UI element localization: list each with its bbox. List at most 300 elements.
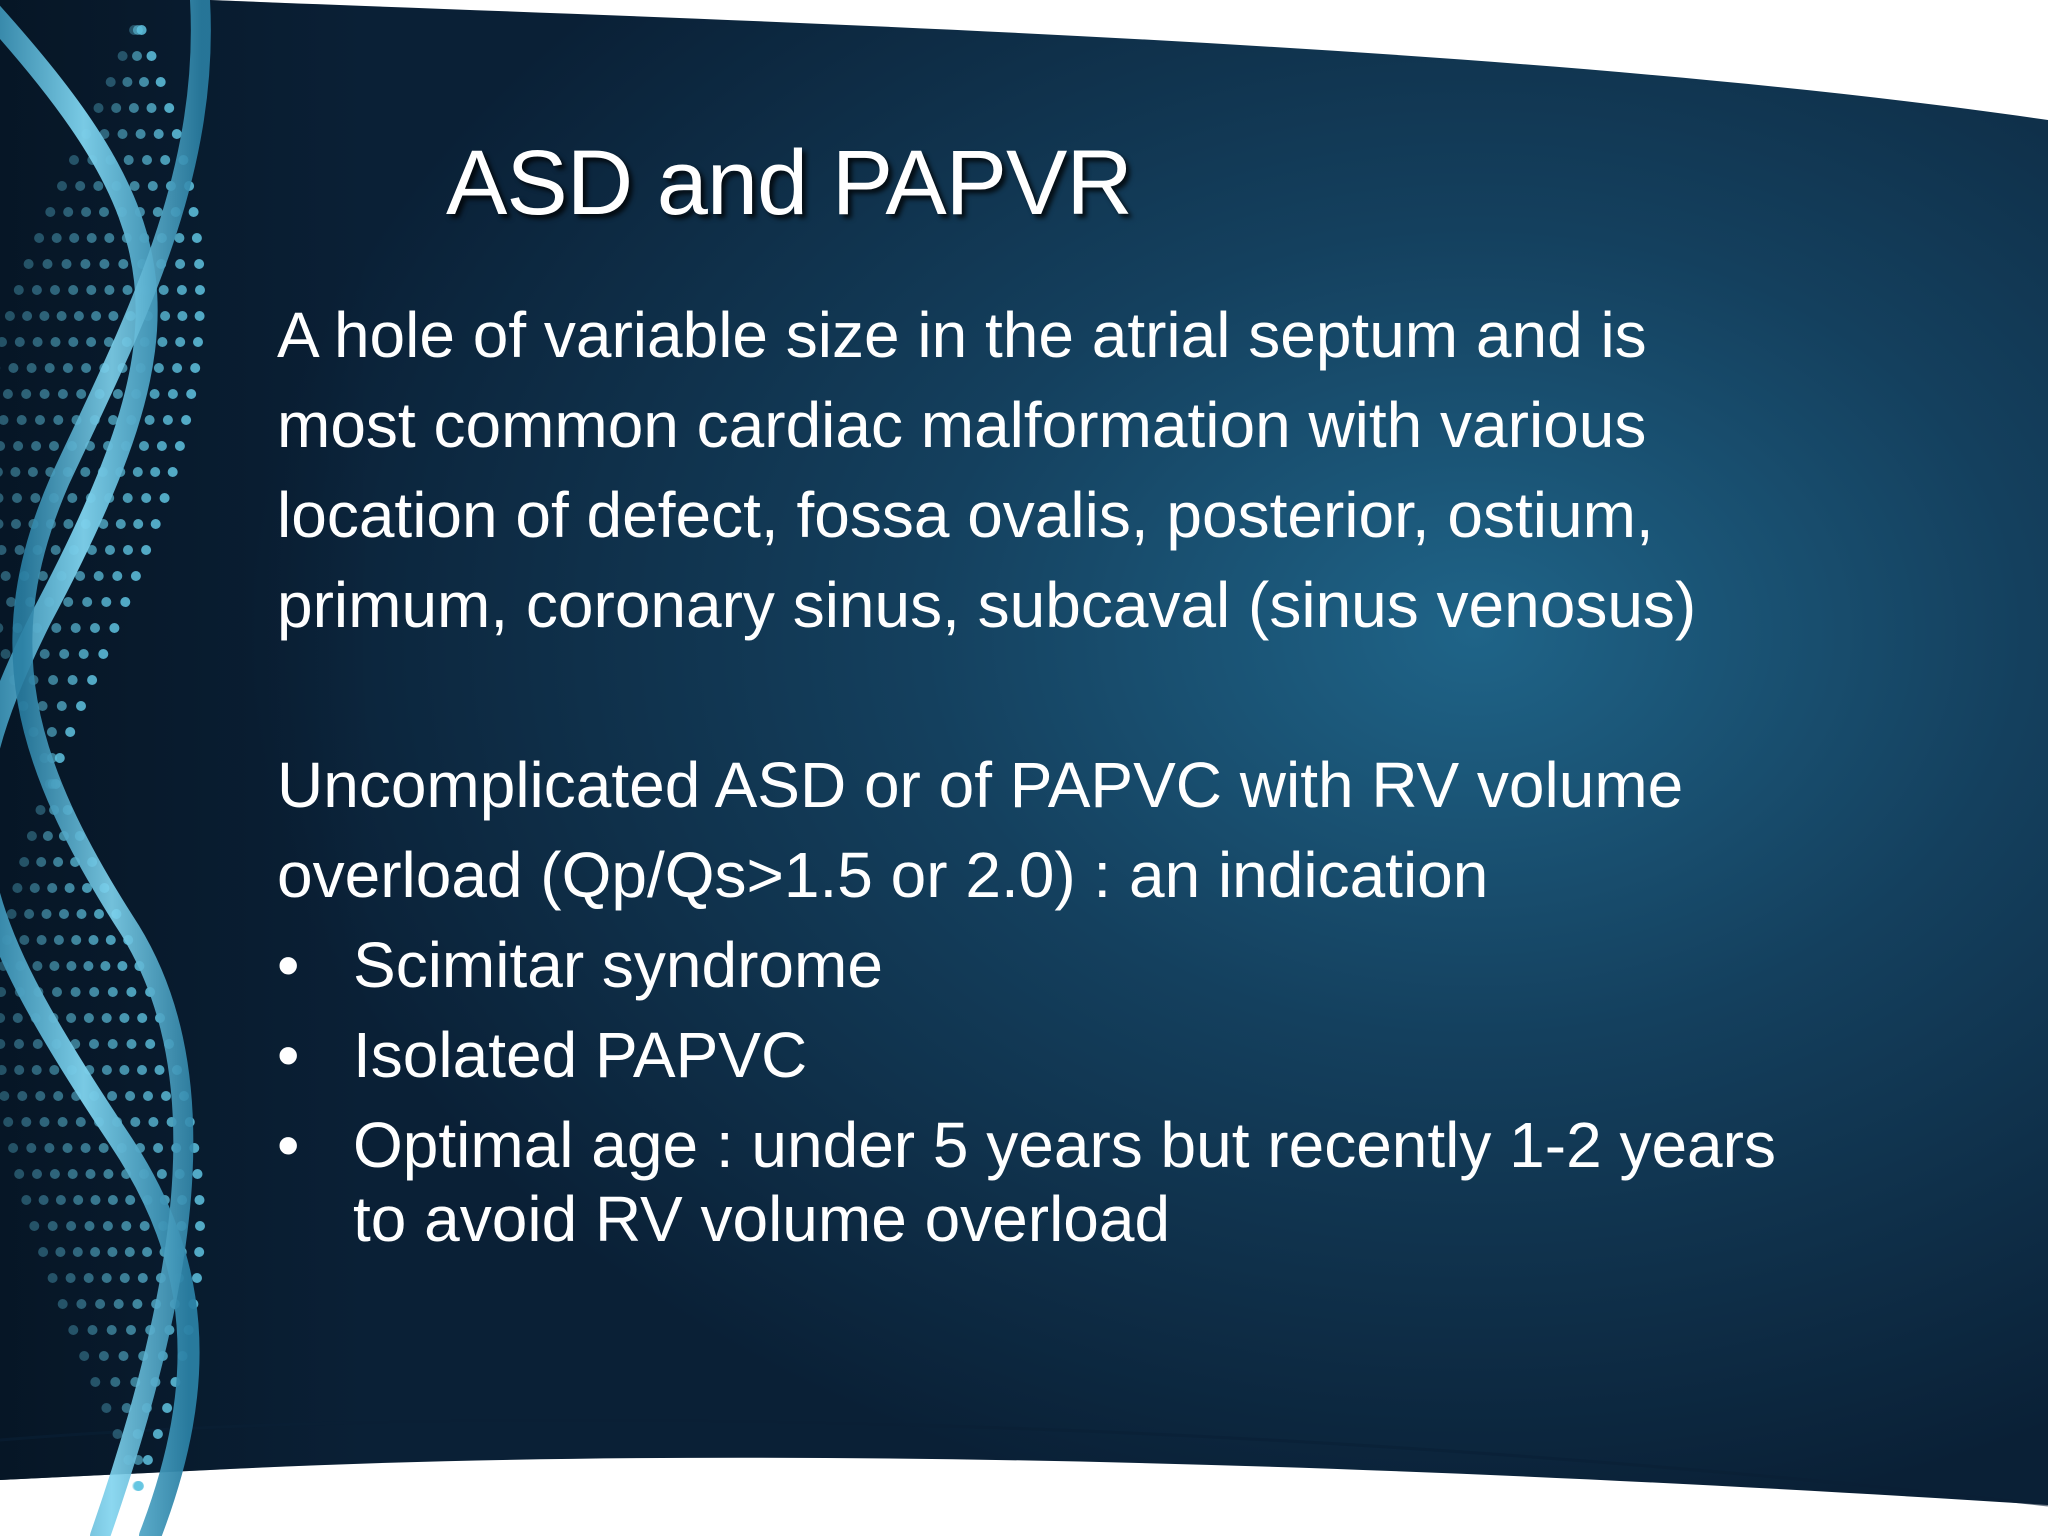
dna-bead: [145, 415, 155, 425]
dna-bead: [67, 493, 77, 503]
dna-bead: [113, 389, 123, 399]
dna-bead: [14, 1039, 24, 1049]
dna-bead: [108, 311, 118, 321]
dna-bead: [17, 1091, 27, 1101]
dna-bead: [69, 233, 79, 243]
dna-bead: [145, 1039, 155, 1049]
dna-bead: [168, 389, 178, 399]
dna-bead: [51, 623, 61, 633]
dna-bead: [0, 545, 7, 555]
dna-bead: [73, 1247, 83, 1257]
dna-bead: [93, 181, 103, 191]
dna-bead: [99, 1351, 109, 1361]
paragraph-indication: [277, 740, 1897, 920]
dna-bead: [162, 1403, 172, 1413]
bullet-text: Scimitar syndrome: [353, 929, 883, 1001]
bullet-icon: •: [277, 1109, 300, 1181]
dna-bead: [141, 545, 151, 555]
dna-bead: [113, 1429, 123, 1439]
dna-bead: [66, 961, 76, 971]
dna-bead: [14, 1169, 24, 1179]
dna-bead: [88, 1325, 98, 1335]
dna-bead: [0, 337, 7, 347]
bullet-text: to avoid RV volume overload: [353, 1183, 1171, 1255]
dna-bead: [15, 545, 25, 555]
dna-bead: [58, 389, 68, 399]
dna-bead: [30, 493, 40, 503]
dna-bead: [148, 181, 158, 191]
dna-bead: [186, 389, 196, 399]
dna-bead: [53, 857, 63, 867]
dna-bead: [114, 1299, 124, 1309]
dna-bead: [139, 77, 149, 87]
dna-bead: [104, 285, 114, 295]
dna-bead: [89, 987, 99, 997]
dna-bead: [108, 1039, 118, 1049]
dna-bead: [148, 1117, 158, 1127]
dna-bead: [35, 1091, 45, 1101]
dna-bead: [63, 1143, 73, 1153]
dna-bead: [85, 1221, 95, 1231]
dna-bead: [45, 207, 55, 217]
dna-bead: [29, 1221, 39, 1231]
dna-bead: [119, 1013, 129, 1023]
dna-bead: [157, 441, 167, 451]
dna-bead: [17, 415, 27, 425]
dna-bead: [103, 1169, 113, 1179]
paragraph-line: Uncomplicated ASD or of PAPVC with RV volume: [277, 749, 1684, 821]
dna-bead: [81, 207, 91, 217]
dna-bead: [56, 1195, 66, 1205]
dna-bead: [123, 493, 133, 503]
dna-bead: [142, 155, 152, 165]
dna-bead: [47, 883, 57, 893]
dna-bead: [105, 545, 115, 555]
dna-bead: [14, 285, 24, 295]
dna-bead: [53, 415, 63, 425]
dna-bead: [147, 103, 157, 113]
dna-bead: [195, 285, 205, 295]
dna-bead: [1, 571, 11, 581]
dna-bead: [33, 1039, 43, 1049]
dna-bead: [98, 649, 108, 659]
dna-bead: [13, 441, 23, 451]
dna-bead: [168, 467, 178, 477]
dna-bead: [49, 961, 59, 971]
dna-bead: [103, 1221, 113, 1231]
dna-bead: [193, 1169, 203, 1179]
paragraph-definition: [277, 290, 1897, 650]
dna-bead: [120, 597, 130, 607]
dna-bead: [90, 623, 100, 633]
dna-bead: [3, 389, 13, 399]
dna-bead: [36, 805, 46, 815]
dna-bead: [107, 1091, 117, 1101]
dna-bead: [57, 181, 67, 191]
dna-bead: [63, 207, 73, 217]
dna-bead: [194, 1247, 204, 1257]
dna-bead: [66, 1221, 76, 1231]
dna-bead: [107, 1247, 117, 1257]
paragraph-line: A hole of variable size in the atrial septum and is: [277, 299, 1647, 371]
dna-bead: [108, 987, 118, 997]
dna-bead: [65, 883, 75, 893]
dna-bead: [55, 1247, 65, 1257]
dna-bead: [122, 77, 132, 87]
dna-bead: [76, 389, 86, 399]
dna-bead: [84, 1273, 94, 1283]
dna-bead: [32, 961, 42, 971]
dna-bead: [54, 935, 64, 945]
dna-bead: [30, 883, 40, 893]
dna-bead: [0, 1091, 9, 1101]
dna-bead: [86, 337, 96, 347]
dna-bead: [136, 129, 146, 139]
dna-bead: [74, 311, 84, 321]
dna-bead: [125, 1247, 135, 1257]
dna-bead: [87, 675, 97, 685]
dna-bead: [118, 51, 128, 61]
dna-bead: [7, 909, 17, 919]
dna-bead: [26, 1143, 36, 1153]
dna-bead: [52, 987, 62, 997]
dna-bead: [62, 259, 72, 269]
dna-bead: [8, 1143, 18, 1153]
dna-bead: [193, 337, 203, 347]
dna-bead: [0, 987, 6, 997]
dna-bead: [125, 1195, 135, 1205]
dna-bead: [172, 129, 182, 139]
dna-bead: [13, 1013, 23, 1023]
bullet-item: [277, 920, 1897, 1010]
dna-bead: [63, 519, 73, 529]
dna-bead: [154, 129, 164, 139]
dna-bead: [32, 1065, 42, 1075]
dna-bead: [150, 389, 160, 399]
dna-bead: [100, 961, 110, 971]
dna-bead: [150, 467, 160, 477]
dna-bead: [48, 1273, 58, 1283]
dna-bead: [71, 935, 81, 945]
dna-bead: [34, 233, 44, 243]
dna-bead: [51, 545, 61, 555]
dna-bead: [117, 961, 127, 971]
dna-bead: [102, 1065, 112, 1075]
dna-bead: [21, 1117, 31, 1127]
dna-bead: [0, 493, 4, 503]
dna-bead: [175, 259, 185, 269]
bullet-text: Optimal age : under 5 years but recently 1-2 years: [353, 1109, 1776, 1181]
dna-bead: [112, 571, 122, 581]
paragraph-line: primum, coronary sinus, subcaval (sinus venosus): [277, 569, 1697, 641]
dna-bead: [59, 909, 69, 919]
dna-bead: [138, 1273, 148, 1283]
dna-bead: [121, 1221, 131, 1231]
dna-bead: [69, 155, 79, 165]
dna-bead: [14, 1065, 24, 1075]
dna-bead: [143, 1091, 153, 1101]
dna-bead: [123, 285, 133, 295]
dna-bead: [99, 207, 109, 217]
dna-bead: [132, 1299, 142, 1309]
dna-bead: [58, 1117, 68, 1127]
dna-bead: [79, 1351, 89, 1361]
dna-bead: [127, 1039, 137, 1049]
dna-bead: [81, 1143, 91, 1153]
dna-bead: [77, 909, 87, 919]
dna-bead: [110, 1377, 120, 1387]
paragraph-line: overload (Qp/Qs>1.5 or 2.0) : an indication: [277, 839, 1489, 911]
dna-bead: [106, 935, 116, 945]
dna-bead: [189, 207, 199, 217]
dna-bead: [118, 129, 128, 139]
dna-bead: [24, 259, 34, 269]
dna-bead: [45, 363, 55, 373]
dna-bead: [32, 1169, 42, 1179]
dna-bead: [172, 363, 182, 373]
dna-bead: [175, 337, 185, 347]
dna-bead: [28, 467, 38, 477]
dna-bead: [80, 259, 90, 269]
dna-bead: [12, 493, 22, 503]
dna-bead: [133, 519, 143, 529]
dna-bead: [190, 363, 200, 373]
dna-bead: [0, 415, 9, 425]
dna-bead: [32, 285, 42, 295]
dna-bead: [44, 1143, 54, 1153]
dna-bead: [75, 181, 85, 191]
dna-bead: [142, 1247, 152, 1257]
dna-bead: [118, 259, 128, 269]
dna-bead: [89, 935, 99, 945]
dna-bead: [107, 1325, 117, 1335]
dna-bead: [137, 1013, 147, 1023]
dna-bead: [124, 155, 134, 165]
bullet-item: [277, 1100, 1897, 1256]
dna-bead: [66, 1013, 76, 1023]
dna-bead: [1, 649, 11, 659]
dna-bead: [49, 1065, 59, 1075]
dna-bead: [99, 259, 109, 269]
dna-bead: [0, 467, 3, 477]
dna-bead: [195, 1221, 205, 1231]
dna-bead: [40, 1117, 50, 1127]
dna-bead: [48, 675, 58, 685]
dna-bead: [164, 103, 174, 113]
dna-bead: [147, 51, 157, 61]
dna-bead: [39, 1195, 49, 1205]
dna-bead: [68, 285, 78, 295]
dna-bead: [134, 1481, 144, 1491]
dna-bead: [87, 233, 97, 243]
dna-bead: [65, 727, 75, 737]
dna-bead: [0, 1039, 5, 1049]
dna-bead: [68, 1325, 78, 1335]
dna-bead: [66, 1273, 76, 1283]
dna-bead: [0, 623, 3, 633]
dna-bead: [108, 1195, 118, 1205]
dna-bead: [153, 1143, 163, 1153]
slide-body: [277, 290, 1897, 1256]
bullet-item: [277, 1010, 1897, 1100]
dna-bead: [91, 1195, 101, 1205]
dna-bead: [126, 1325, 136, 1335]
dna-bead: [159, 285, 169, 295]
dna-helix-icon: [0, 0, 230, 1536]
dna-bead: [47, 727, 57, 737]
dna-bead: [157, 1169, 167, 1179]
dna-bead: [141, 493, 151, 503]
dna-bead: [101, 1403, 111, 1413]
dna-bead: [63, 363, 73, 373]
dna-bead: [177, 311, 187, 321]
dna-bead: [0, 1065, 7, 1075]
dna-bead: [12, 883, 22, 893]
dna-bead: [106, 77, 116, 87]
dna-bead: [90, 1247, 100, 1257]
dna-bead: [71, 623, 81, 633]
paragraph-line: most common cardiac malformation with various: [277, 389, 1647, 461]
dna-bead: [155, 1065, 165, 1075]
dna-bead: [80, 467, 90, 477]
dna-bead: [86, 1169, 96, 1179]
dna-bead: [55, 753, 65, 763]
dna-bead: [21, 389, 31, 399]
dna-bead: [102, 1273, 112, 1283]
dna-bead: [156, 77, 166, 87]
dna-bead: [50, 1169, 60, 1179]
dna-bead: [68, 337, 78, 347]
slide-title: ASD and PAPVR: [446, 132, 1132, 234]
dna-bead: [99, 1143, 109, 1153]
dna-bead: [71, 987, 81, 997]
dna-bead: [48, 1221, 58, 1231]
dna-bead: [102, 1013, 112, 1023]
dna-bead: [76, 1117, 86, 1127]
dna-bead: [91, 311, 101, 321]
dna-bead: [177, 285, 187, 295]
dna-bead: [19, 857, 29, 867]
dna-bead: [120, 1273, 130, 1283]
dna-bead: [109, 623, 119, 633]
dna-bead: [81, 363, 91, 373]
dna-bead: [131, 571, 141, 581]
dna-bead: [5, 311, 15, 321]
dna-bead: [129, 103, 139, 113]
dna-bead: [137, 25, 147, 35]
paragraph-line: location of defect, fossa ovalis, posterior, ostium,: [277, 479, 1654, 551]
dna-bead: [10, 467, 20, 477]
dna-bead: [50, 285, 60, 295]
dna-bead: [160, 493, 170, 503]
dna-bead: [68, 1169, 78, 1179]
dna-bead: [116, 519, 126, 529]
bullet-text: Isolated PAPVC: [353, 1019, 808, 1091]
dna-bead: [83, 961, 93, 971]
dna-bead: [43, 259, 53, 269]
dna-bead: [38, 1247, 48, 1257]
dna-bead: [58, 1299, 68, 1309]
dna-bead: [94, 909, 104, 919]
dna-bead: [161, 1091, 171, 1101]
dna-bead: [49, 441, 59, 451]
dna-bead: [52, 233, 62, 243]
dna-bead: [36, 857, 46, 867]
dna-bead: [40, 389, 50, 399]
dna-bead: [123, 545, 133, 555]
dna-bead: [119, 1065, 129, 1075]
dna-bead: [57, 701, 67, 711]
dna-bead: [133, 467, 143, 477]
dna-bead: [130, 181, 140, 191]
dna-bead: [31, 441, 41, 451]
dna-bead: [157, 337, 167, 347]
dna-bead: [160, 311, 170, 321]
dna-bead: [19, 935, 29, 945]
dna-bead: [143, 1455, 153, 1465]
dna-bead: [68, 675, 78, 685]
dna-bead: [139, 441, 149, 451]
dna-bead: [160, 155, 170, 165]
dna-bead: [35, 415, 45, 425]
dna-bead: [59, 649, 69, 659]
dna-bead: [175, 441, 185, 451]
dna-bead: [40, 649, 50, 659]
dna-bead: [79, 649, 89, 659]
dna-bead: [94, 571, 104, 581]
bullet-icon: •: [277, 1019, 300, 1091]
dna-bead: [153, 1429, 163, 1439]
dna-bead: [195, 311, 205, 321]
dna-bead: [119, 1351, 129, 1361]
dna-bead: [27, 363, 37, 373]
dna-bead: [89, 1039, 99, 1049]
dna-bead: [57, 311, 67, 321]
dna-bead: [192, 233, 202, 243]
dna-bead: [181, 415, 191, 425]
dna-bead: [82, 597, 92, 607]
dna-bead: [27, 831, 37, 841]
dna-bead: [33, 337, 43, 347]
dna-bead: [94, 103, 104, 113]
dna-bead: [101, 597, 111, 607]
dna-bead: [104, 233, 114, 243]
dna-bead: [0, 519, 4, 529]
dna-bead: [137, 1065, 147, 1075]
dna-bead: [8, 363, 18, 373]
dna-bead: [11, 519, 21, 529]
dna-bead: [39, 311, 49, 321]
dna-bead: [140, 1221, 150, 1231]
dna-bead: [22, 311, 32, 321]
dna-bead: [195, 1195, 205, 1205]
dna-bead: [154, 363, 164, 373]
dna-bead: [130, 1117, 140, 1127]
dna-bead: [151, 519, 161, 529]
dna-bead: [95, 1299, 105, 1309]
dna-bead: [51, 337, 61, 347]
dna-bead: [63, 597, 73, 607]
dna-bead: [42, 909, 52, 919]
dna-bead: [84, 1013, 94, 1023]
dna-bead: [0, 441, 5, 451]
dna-bead: [163, 415, 173, 425]
dna-bead: [194, 259, 204, 269]
dna-bead: [43, 831, 53, 841]
dna-bead: [132, 51, 142, 61]
dna-bead: [37, 935, 47, 945]
dna-bead: [76, 701, 86, 711]
